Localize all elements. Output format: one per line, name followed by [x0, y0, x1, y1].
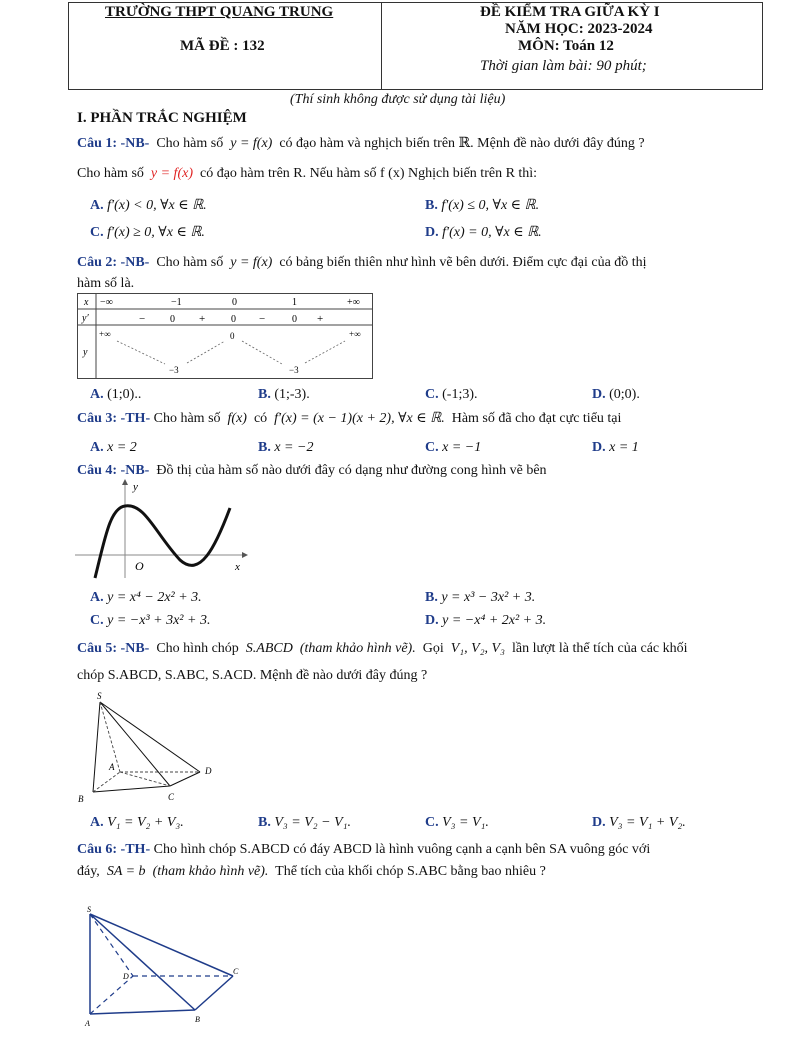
- q3-label: Câu 3: -TH-: [77, 411, 151, 426]
- q2-opt-d-text: (0;0).: [609, 387, 640, 402]
- q5-option-b: [258, 815, 351, 831]
- vt-sign-2: +: [199, 313, 206, 325]
- q5-pyramid-figure: [75, 690, 225, 808]
- q1-opt-b-label: B.: [425, 198, 438, 213]
- q2-opt-b-text: (1;-3).: [274, 387, 310, 402]
- q2-opt-c-text: (-1;3).: [442, 387, 478, 402]
- q3-option-d: [592, 440, 639, 456]
- question-6: [77, 842, 650, 858]
- variation-table: [77, 293, 373, 379]
- q6-line2-a: đáy,: [77, 864, 100, 879]
- q3-opt-d-text: x = 1: [609, 440, 639, 455]
- vt-x-1: −1: [171, 297, 182, 308]
- q4-option-b: [425, 590, 535, 606]
- q3-opt-a-label: A.: [90, 440, 104, 455]
- q5-label-a: A: [109, 762, 115, 772]
- q4-opt-d-label: D.: [425, 613, 439, 628]
- graph-origin-label: O: [135, 559, 144, 573]
- q1-option-a: [90, 197, 207, 214]
- section-title: I. PHẦN TRẮC NGHIỆM: [77, 110, 247, 126]
- vt-sign-1: 0: [170, 314, 175, 325]
- q5-opt-a-label: A.: [90, 815, 104, 830]
- q6-line2-eq: SA = b: [106, 864, 146, 879]
- q5-label-c: C: [168, 792, 175, 802]
- q2-opt-c-label: C.: [425, 387, 439, 402]
- vt-y-2: +∞: [349, 329, 361, 339]
- q1-opt-c-label: C.: [90, 225, 104, 240]
- q3-opt-c-text: x = −1: [442, 440, 482, 455]
- q3-opt-c-label: C.: [425, 440, 439, 455]
- q3-option-a: [90, 440, 137, 456]
- q5-opt-a-text: V₁ = V₂ + V₃.: [107, 815, 184, 830]
- q6-hidden-edges: [90, 914, 233, 1014]
- q5-label-d: D: [205, 766, 212, 776]
- school-year: NĂM HỌC: 2023-2024: [505, 21, 653, 37]
- vt-x-4: +∞: [347, 297, 360, 308]
- q6-label-b: B: [195, 1015, 200, 1024]
- q5-vols: V₁, V₂, V₃: [450, 641, 505, 656]
- q3-text-a: Cho hàm số: [153, 411, 221, 426]
- q6-label-s: S: [87, 905, 91, 914]
- vt-sign-6: +: [317, 313, 324, 325]
- q1-text-a: Cho hàm số: [156, 136, 224, 151]
- q1-text-b: có đạo hàm và nghịch biến trên ℝ. Mệnh đề nào dưới đây đúng ?: [279, 136, 645, 151]
- q1-opt-a-text: f′(x) < 0, ∀x ∈ ℝ.: [107, 198, 207, 213]
- exam-code: MÃ ĐỀ : 132: [180, 38, 265, 54]
- question-2: [77, 255, 647, 271]
- vt-x-0: −∞: [100, 297, 113, 308]
- q1-opt-d-label: D.: [425, 225, 439, 240]
- q5-opt-b-text: V₃ = V₂ − V₁.: [274, 815, 351, 830]
- q3-opt-a-text: x = 2: [107, 440, 137, 455]
- cubic-curve: [95, 506, 230, 578]
- q3-opt-b-label: B.: [258, 440, 271, 455]
- q3-option-b: [258, 440, 313, 456]
- vt-sign-5: 0: [292, 314, 297, 325]
- q2-option-a: [90, 387, 141, 403]
- q5-pyramid: S.ABCD: [245, 641, 293, 656]
- q6-line2-ref: (tham khảo hình vẽ).: [152, 864, 269, 879]
- q6-line1: Cho hình chóp S.ABCD có đáy ABCD là hình vuông cạnh a cạnh bên SA vuông góc với: [153, 842, 651, 857]
- exam-note: (Thí sinh không được sử dụng tài liệu): [290, 92, 506, 107]
- q2-text-b: có bảng biến thiên như hình vẽ bên dưới. Điểm cực đại của đồ thị: [279, 255, 647, 270]
- q2-text-a: Cho hàm số: [156, 255, 224, 270]
- q5-text-b: Gọi: [422, 641, 444, 656]
- q1-label: Câu 1: -NB-: [77, 136, 150, 151]
- q1-opt-d-text: f′(x) = 0, ∀x ∈ ℝ.: [442, 225, 542, 240]
- q3-func: f(x): [227, 411, 247, 426]
- q5-hidden-edges: [93, 702, 200, 792]
- q4-option-c: [90, 613, 210, 629]
- graph-y-label: y: [133, 481, 138, 493]
- q5-opt-c-text: V₃ = V₁.: [442, 815, 489, 830]
- q1-option-d: [425, 224, 542, 241]
- q5-option-c: [425, 815, 489, 831]
- exam-title: ĐỀ KIỂM TRA GIỮA KỲ I: [480, 4, 660, 20]
- q6-label-c: C: [233, 967, 239, 976]
- q5-opt-d-label: D.: [592, 815, 606, 830]
- q5-text-a: Cho hình chóp: [156, 641, 239, 656]
- q4-opt-b-text: y = x³ − 3x² + 3.: [441, 590, 536, 605]
- header-divider: [381, 2, 382, 90]
- vt-sign-0: −: [139, 313, 146, 325]
- q4-opt-a-text: y = x⁴ − 2x² + 3.: [107, 590, 202, 605]
- q5-solid-edges: [93, 702, 200, 792]
- q1-line2-func: y = f(x): [150, 166, 193, 181]
- q6-label-a: A: [85, 1019, 90, 1028]
- q5-option-d: [592, 815, 686, 831]
- q5-opt-b-label: B.: [258, 815, 271, 830]
- q1-func: y = f(x): [230, 136, 273, 151]
- q5-option-a: [90, 815, 184, 831]
- q4-graph: [75, 478, 255, 580]
- q5-label-s: S: [97, 691, 102, 701]
- vt-y-label: y: [83, 347, 88, 358]
- vt-sign-3: 0: [231, 314, 236, 325]
- q2-opt-b-label: B.: [258, 387, 271, 402]
- q3-opt-b-text: x = −2: [274, 440, 314, 455]
- q3-opt-d-label: D.: [592, 440, 606, 455]
- question-3: [77, 410, 621, 427]
- q1-opt-b-text: f′(x) ≤ 0, ∀x ∈ ℝ.: [441, 198, 540, 213]
- vt-sign-4: −: [259, 313, 266, 325]
- q5-text-c: lần lượt là thể tích của các khối: [511, 641, 688, 656]
- q6-label-d: D: [123, 972, 129, 981]
- q2-opt-a-label: A.: [90, 387, 104, 402]
- q1-line2-b: có đạo hàm trên R. Nếu hàm số f (x) Nghịch biến trên R thì:: [199, 166, 538, 181]
- q2-line2: hàm số là.: [77, 276, 135, 291]
- question-1: [77, 135, 645, 152]
- vt-yp-label: y′: [82, 313, 89, 324]
- vt-border: [78, 294, 373, 379]
- q2-option-b: [258, 387, 310, 403]
- q6-pyramid-figure: [75, 902, 250, 1032]
- q3-text-b: Hàm số đã cho đạt cực tiểu tại: [451, 411, 622, 426]
- vt-x-3: 1: [292, 297, 297, 308]
- vt-y-4: −3: [289, 365, 299, 375]
- q5-line2: chóp S.ABCD, S.ABC, S.ACD. Mệnh đề nào dưới đây đúng ?: [77, 668, 428, 683]
- question-5: [77, 641, 688, 657]
- vt-x-2: 0: [232, 297, 237, 308]
- question-4: [77, 463, 547, 479]
- q4-opt-b-label: B.: [425, 590, 438, 605]
- q6-line2: [77, 864, 546, 880]
- vt-x-label: x: [84, 297, 89, 308]
- q5-opt-c-label: C.: [425, 815, 439, 830]
- vt-y-1: 0: [230, 331, 235, 341]
- q4-opt-a-label: A.: [90, 590, 104, 605]
- q6-line2-b: Thể tích của khối chóp S.ABC bằng bao nhiêu ?: [275, 864, 546, 879]
- q2-option-c: [425, 387, 478, 403]
- q4-opt-c-label: C.: [90, 613, 104, 628]
- q1-option-b: [425, 197, 539, 214]
- q2-label: Câu 2: -NB-: [77, 255, 150, 270]
- q1-opt-a-label: A.: [90, 198, 104, 213]
- q1-option-c: [90, 224, 205, 241]
- q5-label: Câu 5: -NB-: [77, 641, 150, 656]
- q2-opt-d-label: D.: [592, 387, 606, 402]
- q5-text-ref: (tham khảo hình vẽ).: [299, 641, 416, 656]
- q2-opt-a-text: (1;0)..: [107, 387, 142, 402]
- q4-option-a: [90, 590, 202, 606]
- q4-opt-d-text: y = −x⁴ + 2x² + 3.: [442, 613, 547, 628]
- q5-opt-d-text: V₃ = V₁ + V₂.: [609, 815, 686, 830]
- q2-option-d: [592, 387, 640, 403]
- q4-text: Đồ thị của hàm số nào dưới đây có dạng như đường cong hình vẽ bên: [156, 463, 547, 478]
- q6-label: Câu 6: -TH-: [77, 842, 151, 857]
- q3-deriv: f′(x) = (x − 1)(x + 2), ∀x ∈ ℝ.: [274, 411, 445, 426]
- q6-solid-edges: [90, 914, 233, 1014]
- vt-arrows: [117, 341, 345, 364]
- vt-y-0: +∞: [99, 329, 111, 339]
- q1-opt-c-text: f′(x) ≥ 0, ∀x ∈ ℝ.: [107, 225, 205, 240]
- q5-label-b: B: [78, 794, 84, 804]
- duration: Thời gian làm bài: 90 phút;: [480, 58, 647, 74]
- q3-text-mid: có: [253, 411, 268, 426]
- q3-option-c: [425, 440, 481, 456]
- q1-line2-a: Cho hàm số: [77, 166, 144, 181]
- q2-func: y = f(x): [230, 255, 273, 270]
- subject: MÔN: Toán 12: [518, 38, 614, 54]
- q4-opt-c-text: y = −x³ + 3x² + 3.: [107, 613, 211, 628]
- q4-label: Câu 4: -NB-: [77, 463, 150, 478]
- school-name: TRƯỜNG THPT QUANG TRUNG: [105, 4, 334, 20]
- q4-option-d: [425, 613, 546, 629]
- graph-x-label: x: [235, 561, 240, 573]
- q1-line2: [77, 166, 537, 182]
- vt-y-3: −3: [169, 365, 179, 375]
